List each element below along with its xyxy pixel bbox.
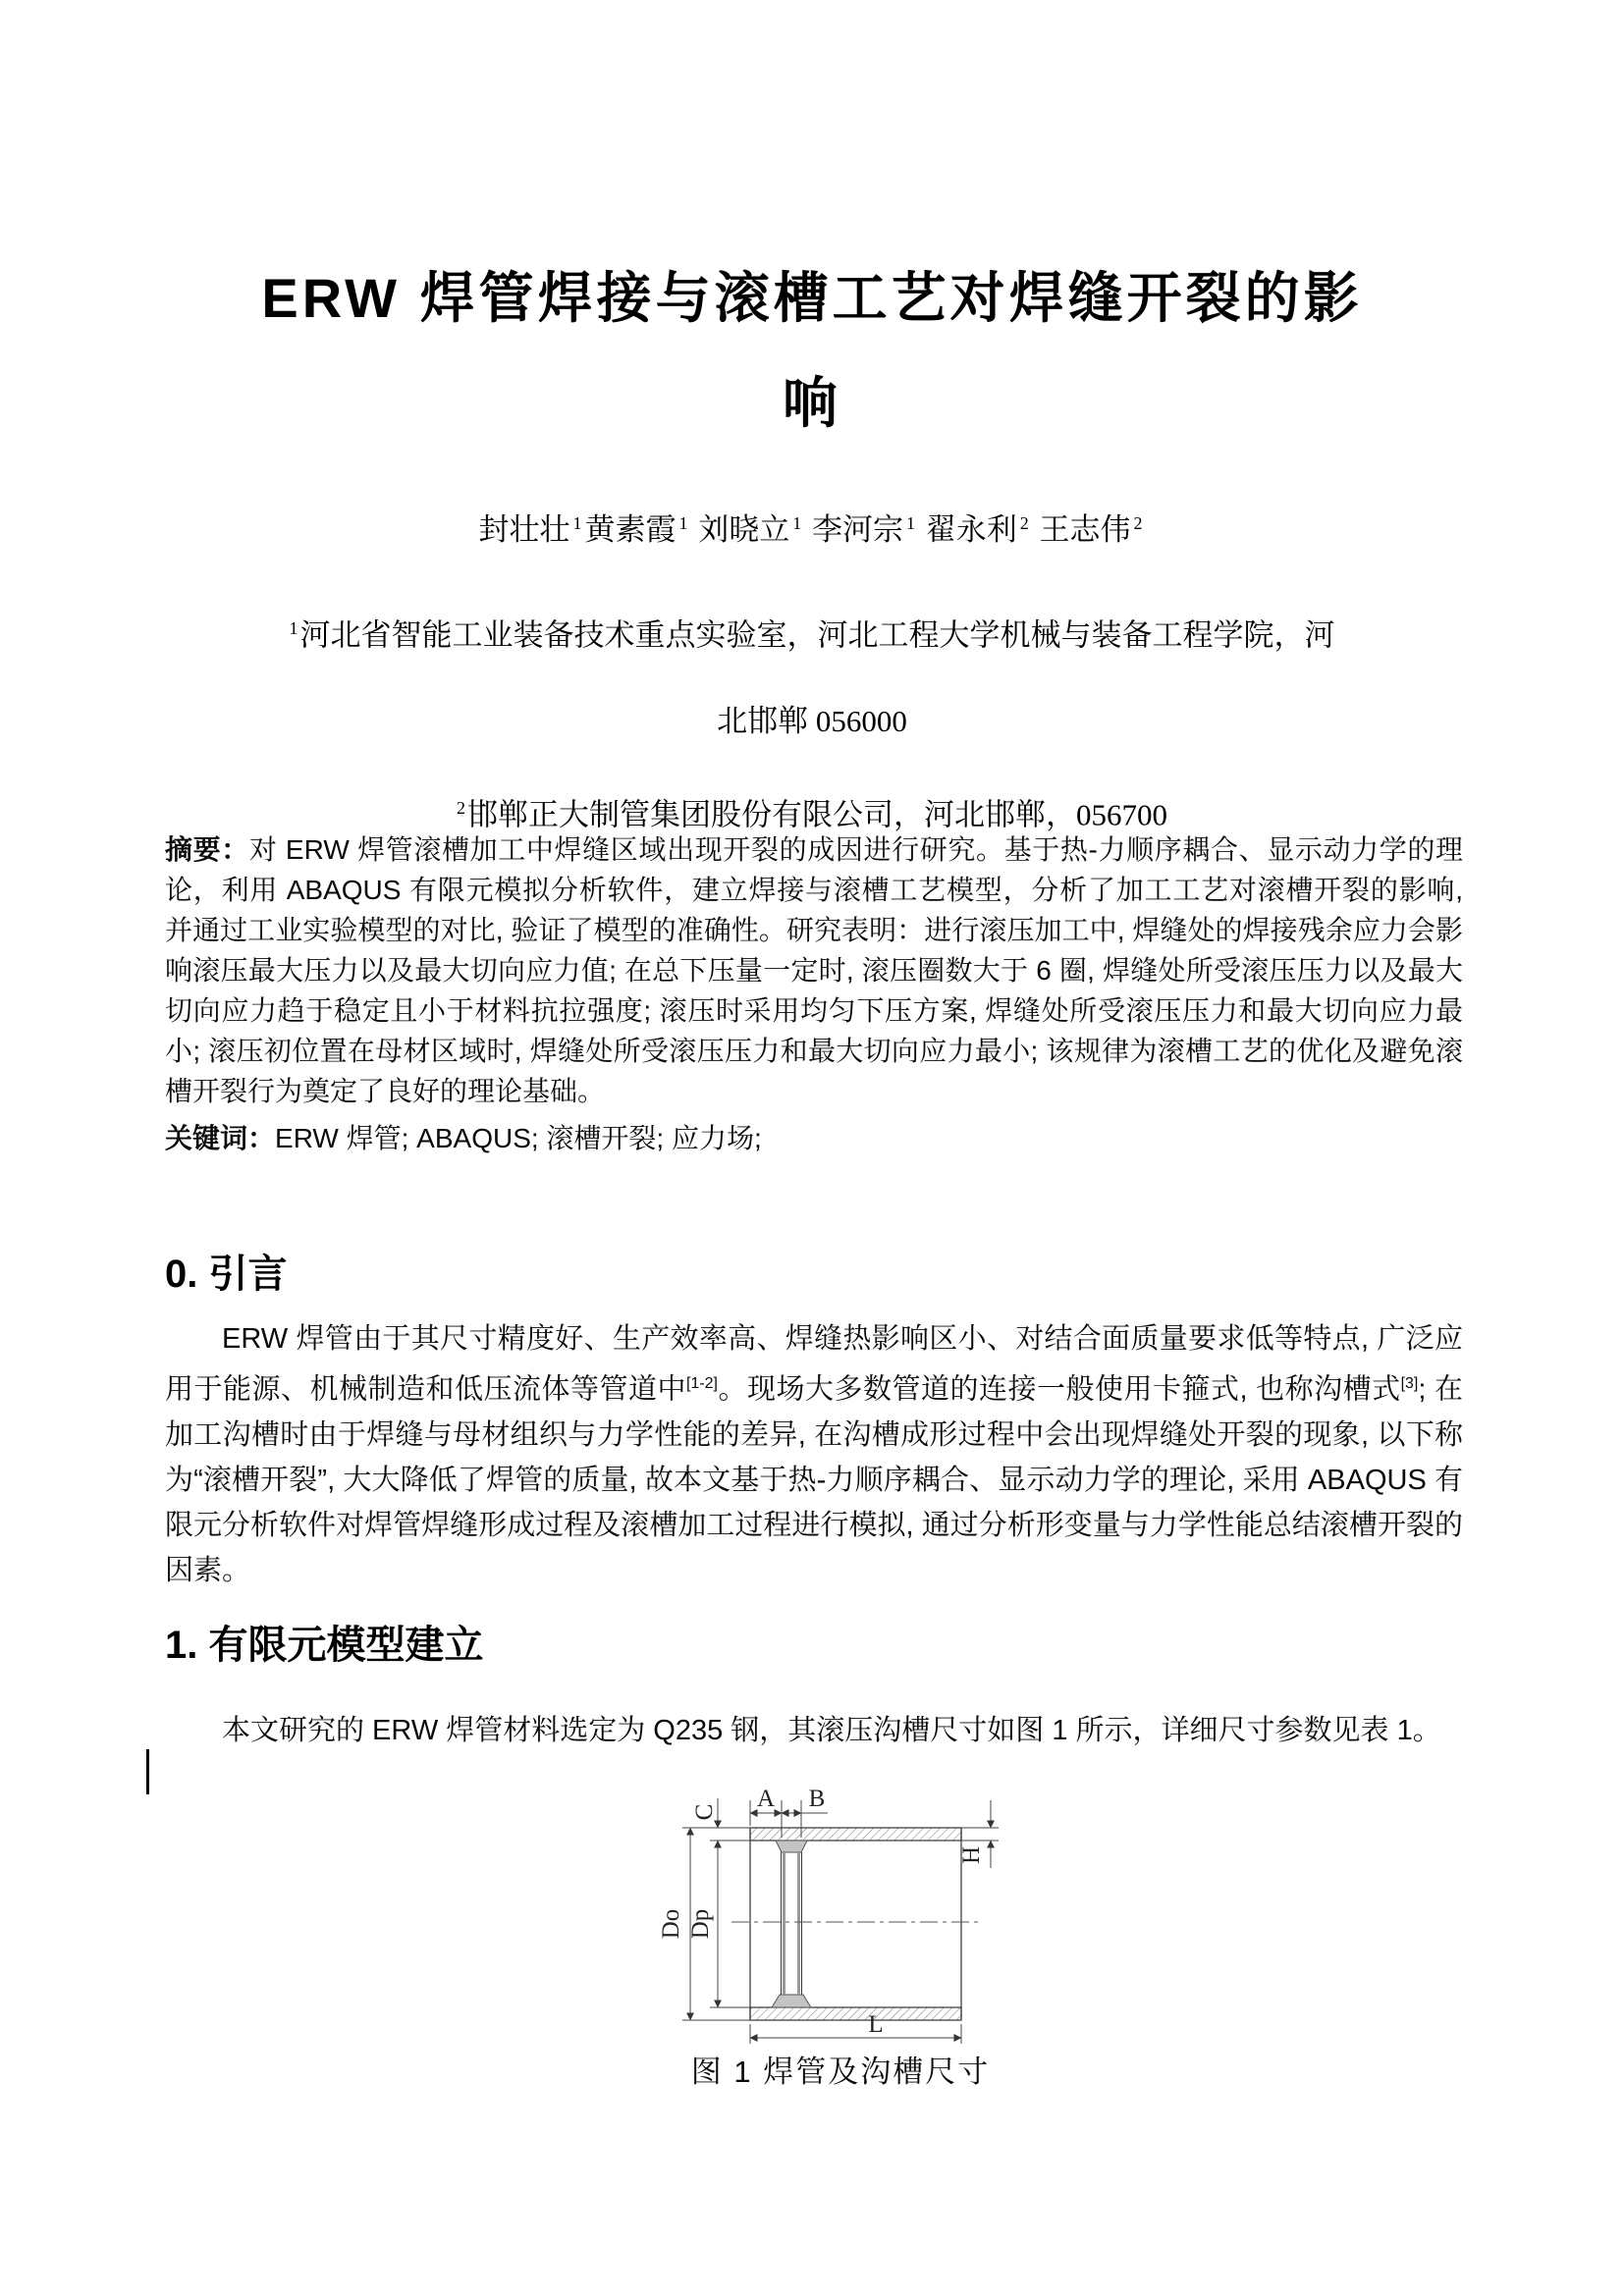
section-heading-model: 1. 有限元模型建立 <box>165 1624 484 1667</box>
dim-label-c: C <box>691 1803 718 1821</box>
dim-label-a: A <box>756 1786 776 1812</box>
abstract-paragraph <box>165 829 1463 1111</box>
groove-bottom-notch <box>772 1995 811 2007</box>
figure-1-drawing <box>633 1785 1046 2052</box>
abstract-block <box>165 829 1463 1158</box>
groove-top-notch <box>776 1841 807 1852</box>
abstract-label: 摘要： <box>165 834 249 865</box>
section-heading-intro: 0. 引言 <box>165 1253 288 1296</box>
affiliation-line-1: $^1$河北省智能工业装备技术重点实验室，河北工程大学机械与装备工程学院，河 <box>289 617 1335 653</box>
pipe-bottom-wall <box>750 2007 961 2020</box>
authors-line: 封壮壮 $^1$黄素霞 $^1$ 刘晓立 $^1$ 李河宗 $^1$ 翟永利 $^2$ 王志伟 $^2$ <box>478 512 1143 547</box>
keywords-text: ERW 焊管; ABAQUS; 滚槽开裂; 应力场; <box>275 1123 762 1153</box>
figure-caption: 图 1 焊管及沟槽尺寸 <box>690 2055 991 2089</box>
model-paragraph: 本文研究的 ERW 焊管材料选定为 Q235 钢，其滚压沟槽尺寸如图 1 所示，详细尺寸参数见表 1。 <box>222 1715 1441 1746</box>
paper-title <box>0 245 1624 455</box>
intro-paragraph: ERW 焊管由于其尺寸精度好、生产效率高、焊缝热影响区小、对结合面质量要求低等特点, 广泛应用于能源、机械制造和低压流体等管道中[1-2]。现场大多数管道的连接一般使用卡箍式, 也称沟槽式[3]; 在加工沟槽时由于焊缝与母材组织与力学性能的差异, 在沟槽成形过程中会出现焊缝处开裂的现象, 以下称为“滚槽开裂”, 大大降低了焊管的质量, 故本文基于热-力顺序耦合、显示动力学的理论, 采用 ABAQUS 有限元分析软件对焊管焊缝形成过程及滚槽加工过程进行模拟, 通过分析形变量与力学性能总结滚槽开裂的因素。 <box>165 1323 1463 1586</box>
paper-title-line2: 响 <box>783 372 841 434</box>
abstract-text: 对 ERW 焊管滚槽加工中焊缝区域出现开裂的成因进行研究。基于热-力顺序耦合、显示动力学的理论，利用 ABAQUS 有限元模拟分析软件，建立焊接与滚槽工艺模型，分析了加工工艺对滚槽开裂的影响, 并通过工业实验模型的对比, 验证了模型的准确性。研究表明：进行滚压加工中, 焊缝处的焊接残余应力会影响滚压最大压力以及最大切向应力值; 在总下压量一定时, 滚压圈数大于 6 圈, 焊缝处所受滚压压力以及最大切向应力趋于稳定且小于材料抗拉强度; 滚压时采用均匀下压方案, 焊缝处所受滚压压力和最大切向应力最小; 滚压初位置在母材区域时, 焊缝处所受滚压压力和最大切向应力最小; 该规律为滚槽工艺的优化及避免滚槽开裂行为奠定了良好的理论基础。 <box>165 834 1463 1106</box>
dim-label-do: Do <box>658 1908 684 1940</box>
affiliation-line-3: $^2$邯郸正大制管集团股份有限公司，河北邯郸，056700 <box>457 797 1167 832</box>
revision-bar <box>146 1749 149 1794</box>
paper-title-line1: ERW 焊管焊接与滚槽工艺对焊缝开裂的影 <box>261 267 1363 329</box>
keywords-label: 关键词： <box>165 1123 276 1153</box>
dim-label-b: B <box>808 1786 826 1812</box>
dim-label-dp: Dp <box>687 1908 714 1940</box>
affiliation-line-2: 北邯郸 056000 <box>717 704 907 739</box>
keywords-paragraph <box>165 1118 1463 1158</box>
dim-label-l: L <box>868 2011 884 2038</box>
dim-label-h: H <box>958 1845 985 1865</box>
pipe-groove-diagram <box>633 1785 1046 2052</box>
affiliations <box>0 585 1624 859</box>
